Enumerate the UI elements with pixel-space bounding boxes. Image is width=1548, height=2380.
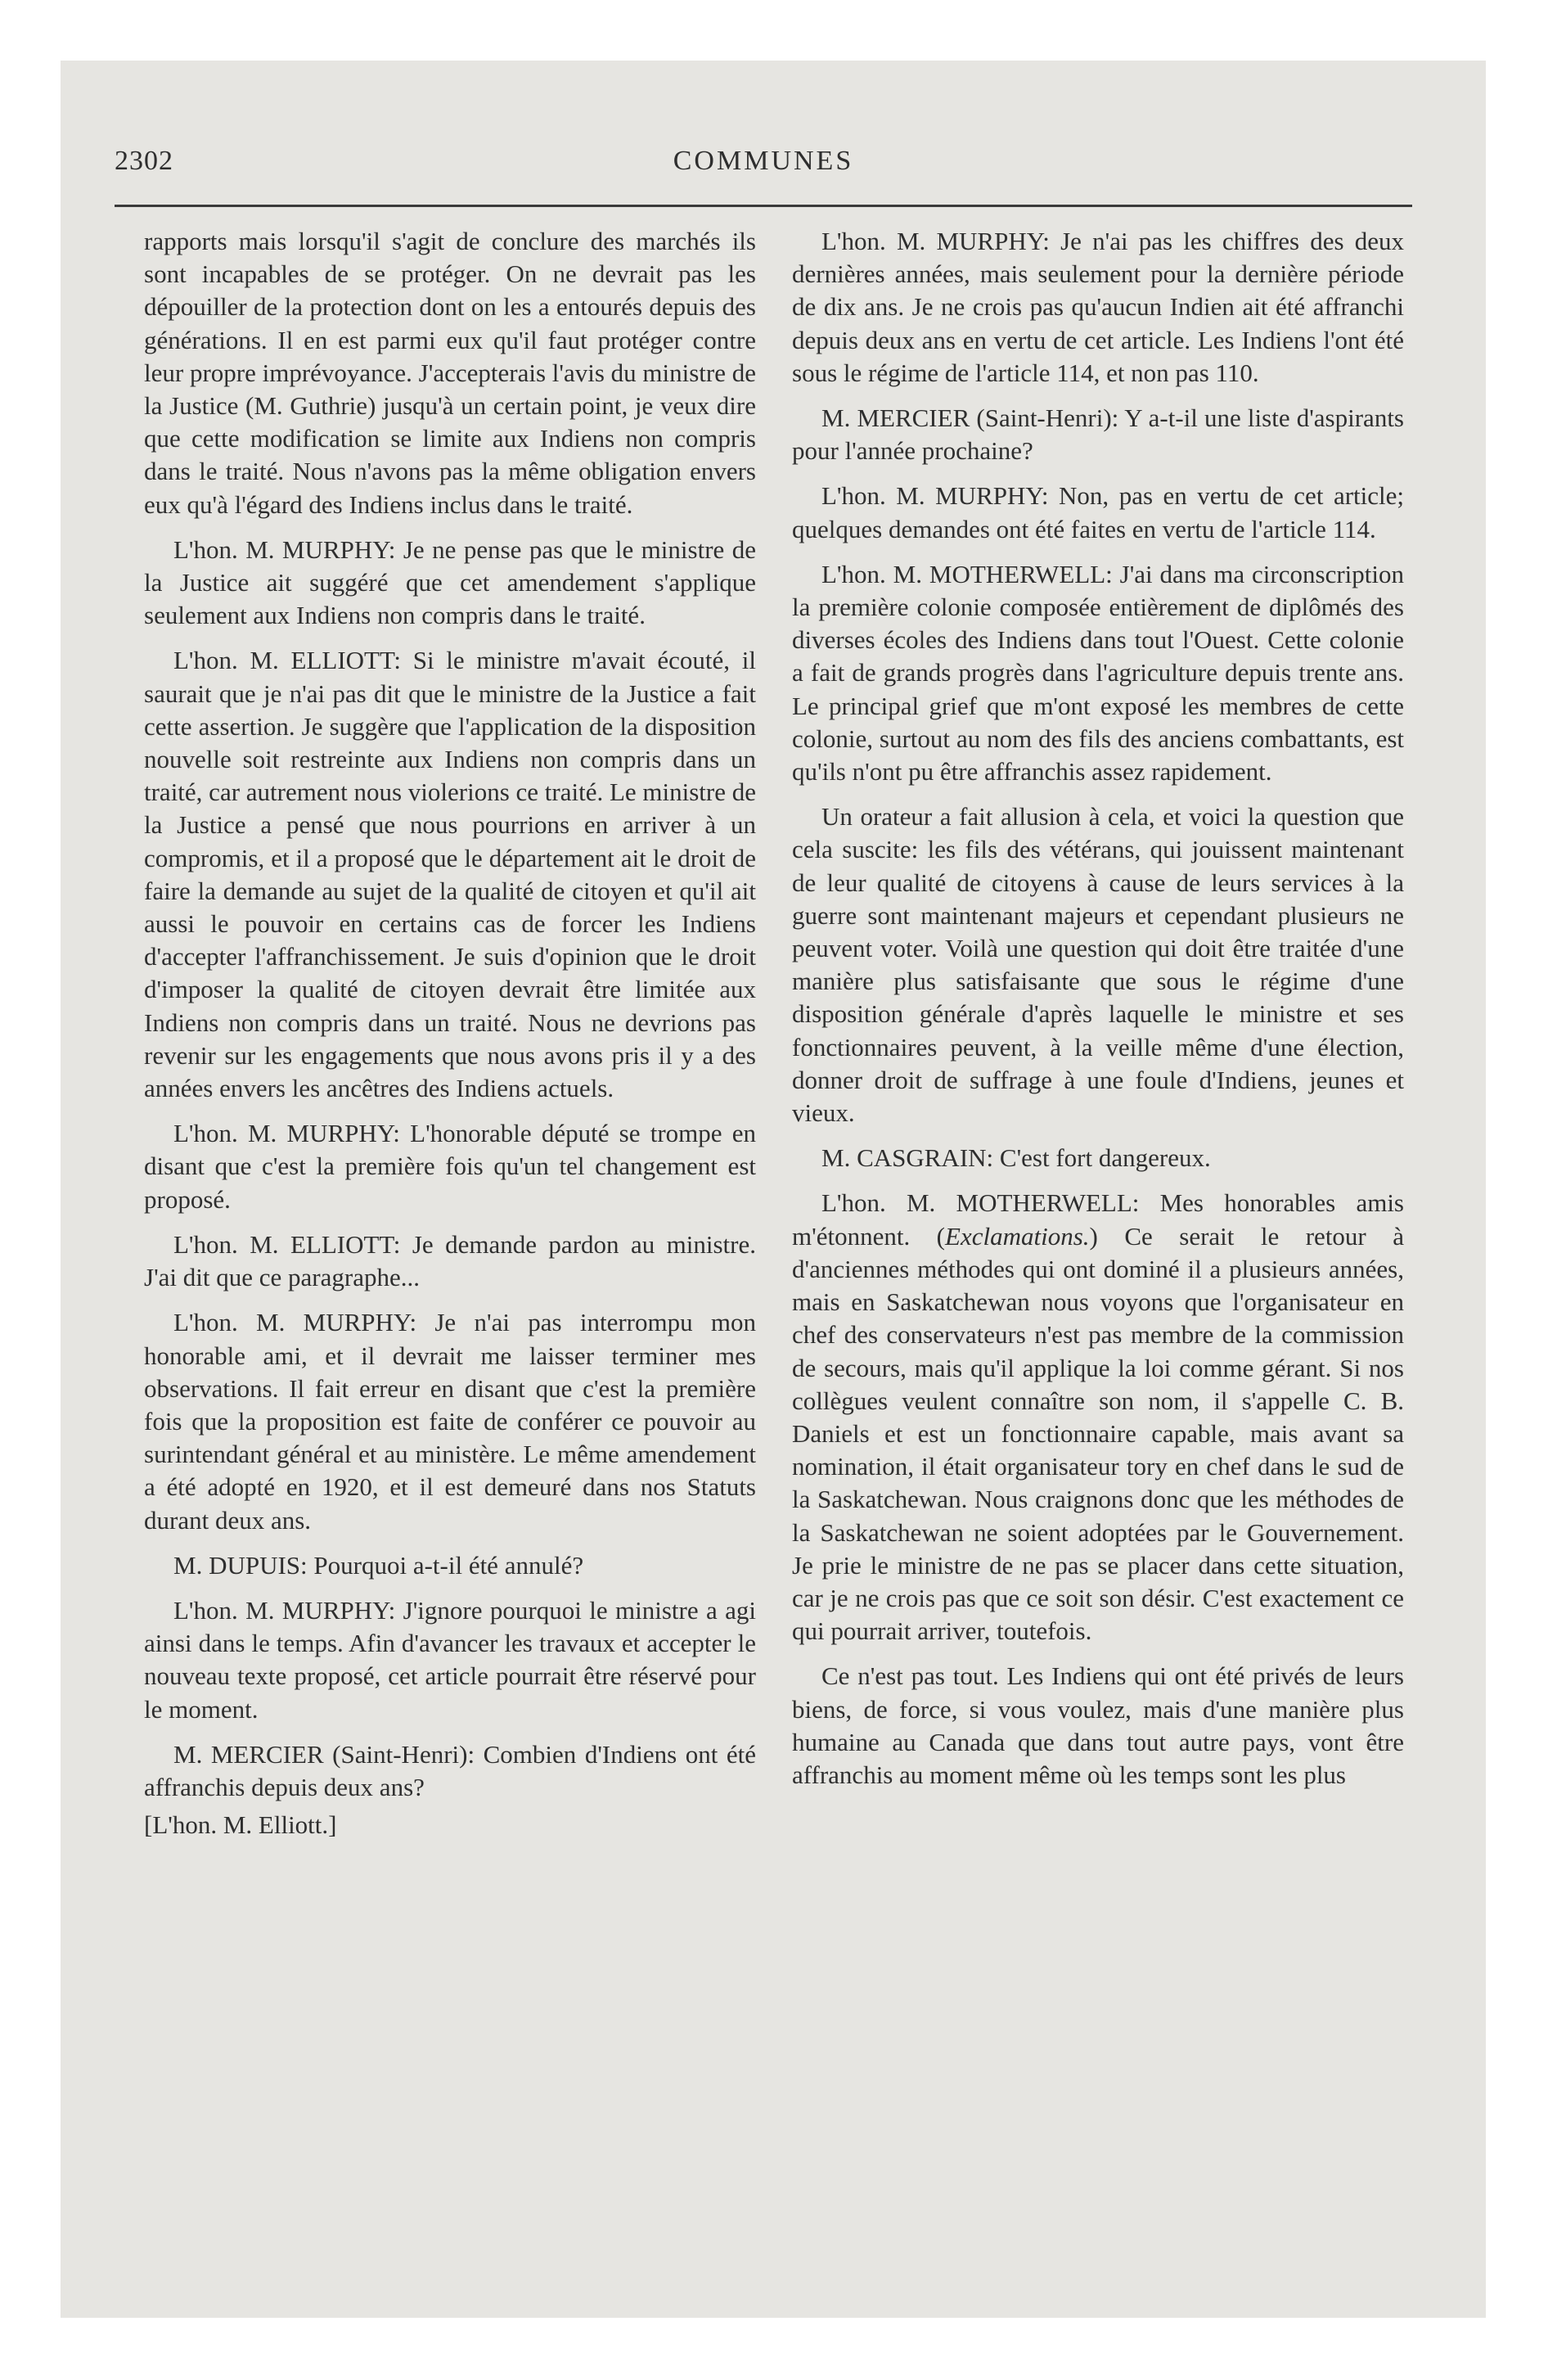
page-header — [115, 146, 1412, 187]
paragraph: M. CASGRAIN: C'est fort dangereux. — [821, 1143, 1211, 1173]
paragraph: M. MERCIER (Saint-Henri): Y a-t-il une liste d'aspirants pour l'année prochaine? — [792, 403, 1404, 466]
paragraph: L'hon. M. MOTHERWELL: J'ai dans ma circonscription la première colonie composée entièrement de diplômés des diverses écoles des Indiens dans tout l'Ouest. Cette colonie a fait de grands progrès dans l'agriculture depuis trente ans. Le principal grief que m'ont exposé les membres de cette colonie, surtout au nom des fils des anciens combattants, est qu'ils n'ont pu être affranchis assez rapidement. — [792, 559, 1404, 787]
paragraph: L'hon. M. MURPHY: Je n'ai pas interrompu mon honorable ami, et il devrait me laisser terminer mes observations. Il fait erreur en disant que c'est la première fois que la proposition est faite de conférer ce pouvoir au surintendant général et au ministère. Le même amendement a été adopté en 1920, et il est demeuré dans nos Statuts durant deux ans. — [144, 1308, 756, 1535]
paragraph: Ce n'est pas tout. Les Indiens qui ont été privés de leurs biens, de force, si vous voulez, mais d'une manière plus humaine au Canada que dans tout autre pays, vont être affranchis au moment même où les temps sont les plus — [792, 1661, 1404, 1789]
paragraph: L'hon. M. MURPHY: L'honorable député se trompe en disant que c'est la première fois qu'un tel changement est proposé. — [144, 1119, 756, 1214]
paragraph: L'hon. M. ELLIOTT: Je demande pardon au ministre. J'ai dit que ce paragraphe... — [144, 1229, 756, 1292]
paragraph: L'hon. M. MURPHY: J'ignore pourquoi le ministre a agi ainsi dans le temps. Afin d'avancer les travaux et accepter le nouveau texte proposé, cet article pourrait être réservé pour le moment. — [144, 1595, 756, 1724]
page-number: 2302 — [115, 146, 173, 176]
paragraph: L'hon. M. MURPHY: Non, pas en vertu de cet article; quelques demandes ont été faites en vertu de l'article 114. — [792, 481, 1404, 543]
right-column — [792, 225, 1404, 1804]
paragraph — [792, 1187, 1404, 1648]
paragraph: rapports mais lorsqu'il s'agit de conclure des marchés ils sont incapables de se protéger. On ne devrait pas les dépouiller de la protection dont on les a entourés depuis des générations. Il en est parmi eux qu'il faut protéger contre leur propre imprévoyance. J'accepterais l'avis du ministre de la Justice (M. Guthrie) jusqu'à un certain point, je veux dire que cette modification se limite aux Indiens non compris dans le traité. Nous n'avons pas la même obligation envers eux qu'à l'égard des Indiens inclus dans le traité. — [144, 227, 756, 519]
running-head: COMMUNES — [673, 146, 854, 176]
header-rule — [115, 205, 1412, 207]
speaker-reference: [L'hon. M. Elliott.] — [144, 1810, 337, 1840]
paragraph: L'hon. M. ELLIOTT: Si le ministre m'avait écouté, il saurait que je n'ai pas dit que le ministre de la Justice a fait cette assertion. Je suggère que l'application de la disposition nouvelle soit restreinte aux Indiens non compris dans un traité, car autrement nous violerions ce traité. Le ministre de la Justice a pensé que nous pourrions en arriver à un compromis, et il a proposé que le département ait le droit de faire la demande au sujet de la qualité de citoyen et qu'il ait aussi le pouvoir en certains cas de forcer les Indiens d'accepter l'affranchissement. Je suis d'opinion que le droit d'imposer la qualité de citoyen devrait être limitée aux Indiens non compris dans un traité. Nous ne devrions pas revenir sur les engagements que nous avons pris il y a des années envers les ancêtres des Indiens actuels. — [144, 646, 757, 1103]
paragraph: M. DUPUIS: Pourquoi a-t-il été annulé? — [173, 1550, 584, 1580]
paragraph-text: L'hon. M. MOTHERWELL: Mes honorables amis m'étonnent. ( — [792, 1188, 1404, 1251]
paragraph: L'hon. M. MURPHY: Je ne pense pas que le ministre de la Justice ait suggéré que cet amendement s'applique seulement aux Indiens non compris dans le traité. — [144, 534, 756, 630]
left-column — [144, 225, 756, 1841]
paragraph: M. MERCIER (Saint-Henri): Combien d'Indiens ont été affranchis depuis deux ans? — [144, 1739, 756, 1801]
italic-aside: Exclamations. — [945, 1221, 1090, 1251]
paragraph-text: ) Ce serait le retour à d'anciennes méthodes qui ont dominé il a plusieurs années, mais en Saskatchewan nous voyons que l'organisateur en chef des conservateurs n'est pas membre de la commission de secours, mais qu'il applique la loi comme gérant. Si nos collègues veulent connaître son nom, il s'appelle C. B. Daniels et est un fonctionnaire capable, mais avant sa nomination, il était organisateur tory en chef dans le sud de la Saskatchewan. Nous craignons donc que les méthodes de la Saskatchewan ne soient adoptées par le Gouvernement. Je prie le ministre de ne pas se placer dans cette situation, car je ne crois pas que ce soit son désir. C'est exactement ce qui pourrait arriver, toutefois. — [792, 1221, 1405, 1646]
paragraph: L'hon. M. MURPHY: Je n'ai pas les chiffres des deux dernières années, mais seulement pour la dernière période de dix ans. Je ne crois pas qu'aucun Indien ait été affranchi depuis deux ans en vertu de cet article. Les Indiens l'ont été sous le régime de l'article 114, et non pas 110. — [792, 227, 1404, 387]
paragraph: Un orateur a fait allusion à cela, et voici la question que cela suscite: les fils des vétérans, qui jouissent maintenant de leur qualité de citoyens à cause de leurs services à la guerre sont maintenant majeurs et cependant plusieurs ne peuvent voter. Voilà une question qui doit être traitée d'une manière plus satisfaisante que sous le régime d'une disposition générale d'après laquelle le ministre et ses fonctionnaires peuvent, à la veille même d'une élection, donner droit de suffrage à une foule d'Indiens, jeunes et vieux. — [792, 802, 1404, 1128]
